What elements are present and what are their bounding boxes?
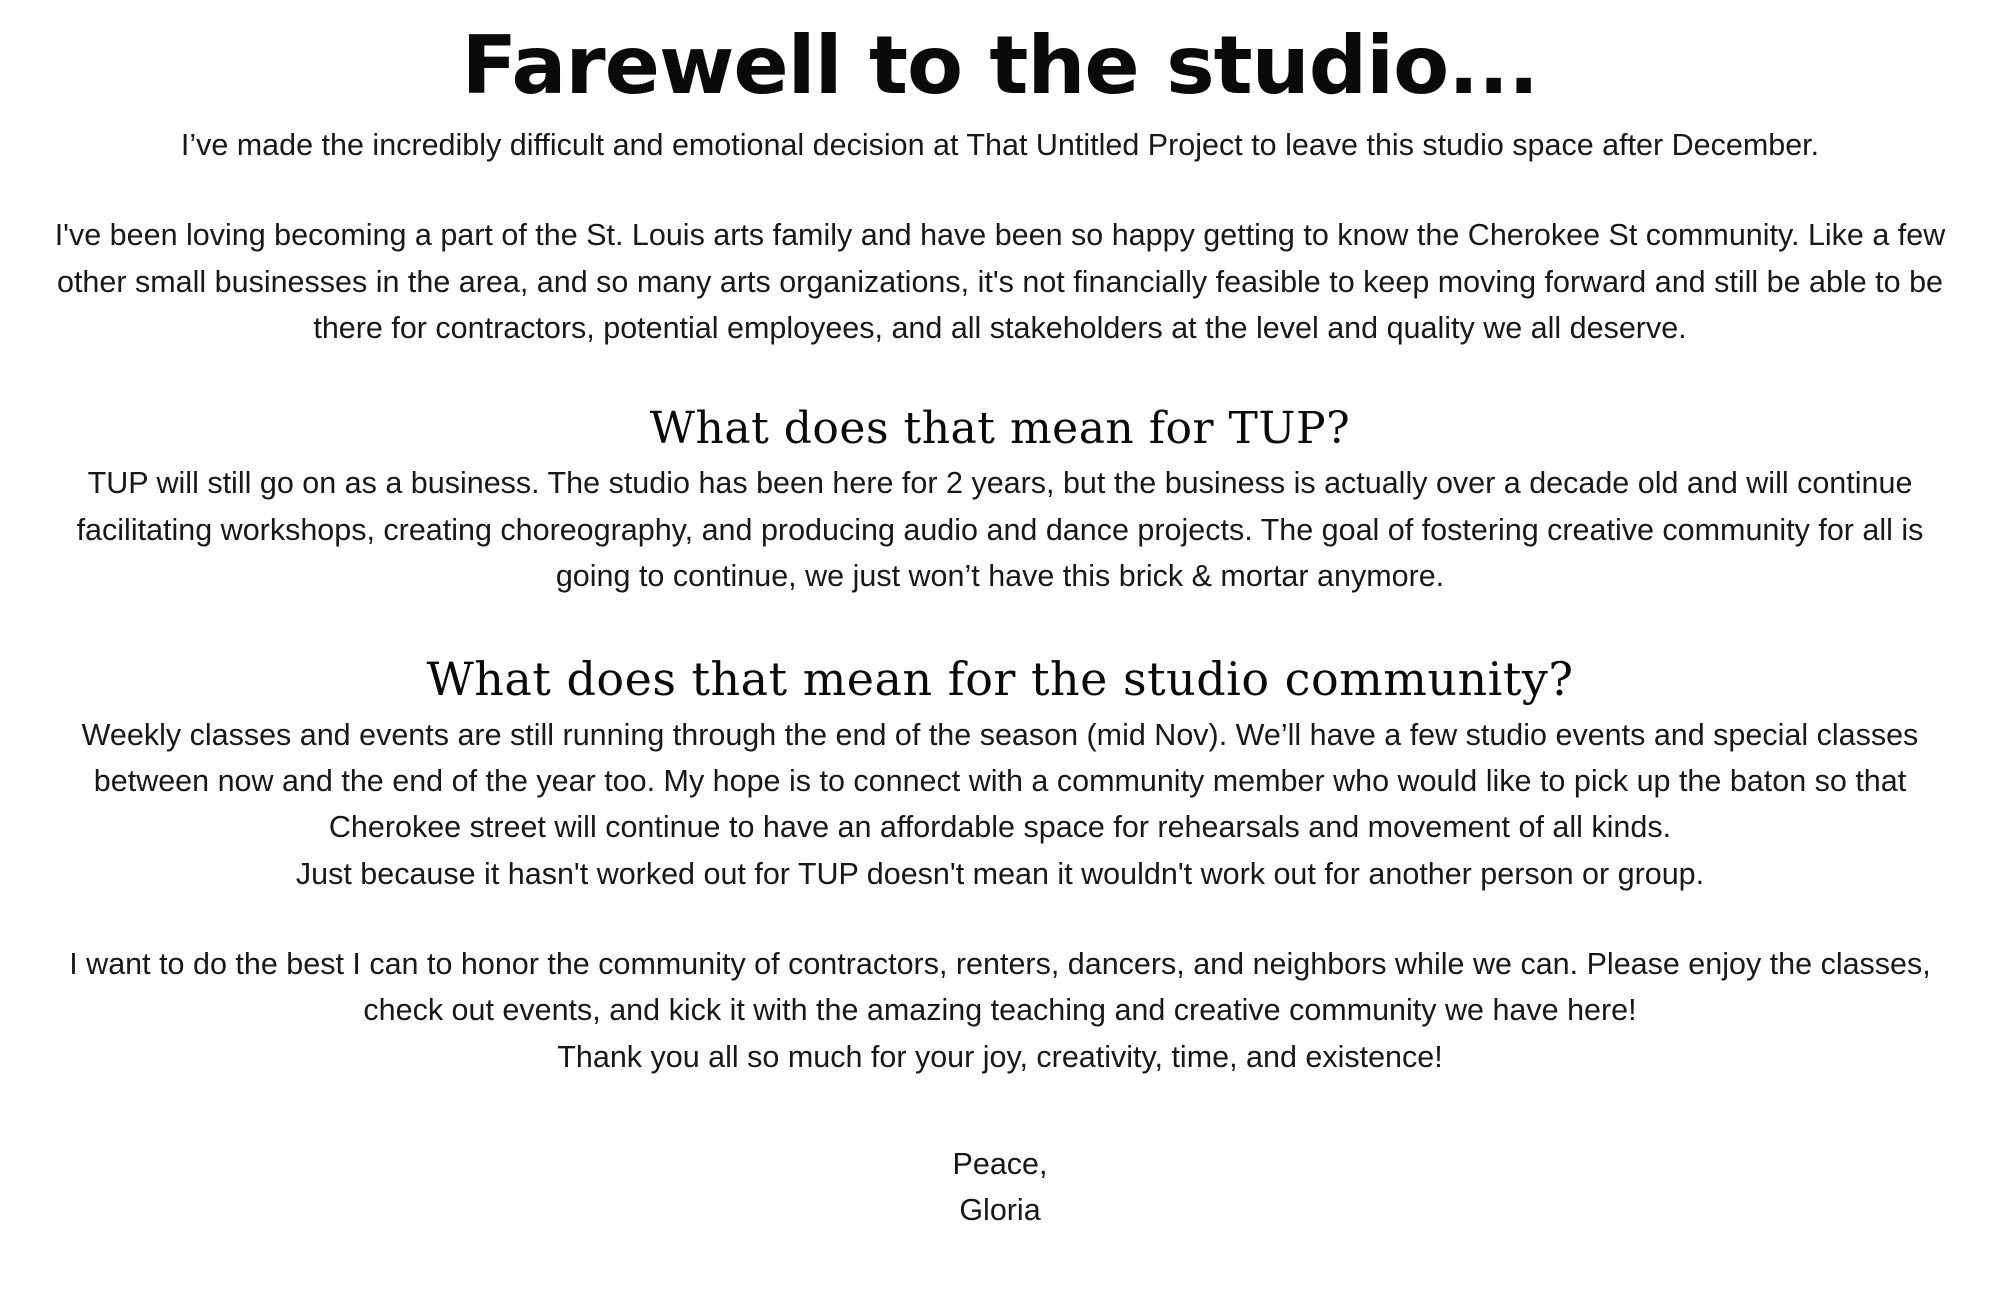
section-heading-tup: What does that mean for TUP?	[649, 403, 1351, 455]
intro-paragraph: I’ve made the incredibly difficult and emotional decision at That Untitled Project to leave this studio space after December.	[180, 128, 1820, 162]
body-paragraph-1: I've been loving becoming a part of the St. Louis arts family and have been so happy getting to know the Cherokee St community. Like a few other small businesses in the area, and so many arts organizations, it's not financially feasible to keep moving forward and still be able to be there for contractors, potential employees, and all stakeholders at the level and quality we all deserve.	[54, 218, 1946, 346]
section-body-tup: TUP will still go on as a business. The studio has been here for 2 years, but the business is actually over a decade old and will continue facilitating workshops, creating choreography, and producing audio and dance projects. The goal of fostering creative community for all is going to continue, we just won’t have this brick & mortar anymore.	[76, 466, 1924, 594]
signature-name: Gloria	[959, 1192, 1041, 1227]
page-title: Farewell to the studio...	[461, 19, 1539, 112]
section-heading-community: What does that mean for the studio community?	[426, 651, 1574, 706]
section-body-community-2: Just because it hasn't worked out for TUP doesn't mean it wouldn't work out for another person or group.	[295, 856, 1705, 891]
closing-paragraph: I want to do the best I can to honor the community of contractors, renters, dancers, and neighbors while we can. Please enjoy the classes, check out events, and kick it with the amazing teaching and creative community we have here!	[69, 946, 1931, 1028]
thanks-line: Thank you all so much for your joy, creativity, time, and existence!	[557, 1039, 1443, 1074]
signoff-line: Peace,	[952, 1147, 1048, 1182]
section-body-community: Weekly classes and events are still running through the end of the season (mid Nov). We’ll have a few studio events and special classes between now and the end of the year too. My hope is to connect with a community member who would like to pick up the baton so that Cherokee street will continue to have an affordable space for rehearsals and movement of all kinds.	[81, 717, 1919, 845]
